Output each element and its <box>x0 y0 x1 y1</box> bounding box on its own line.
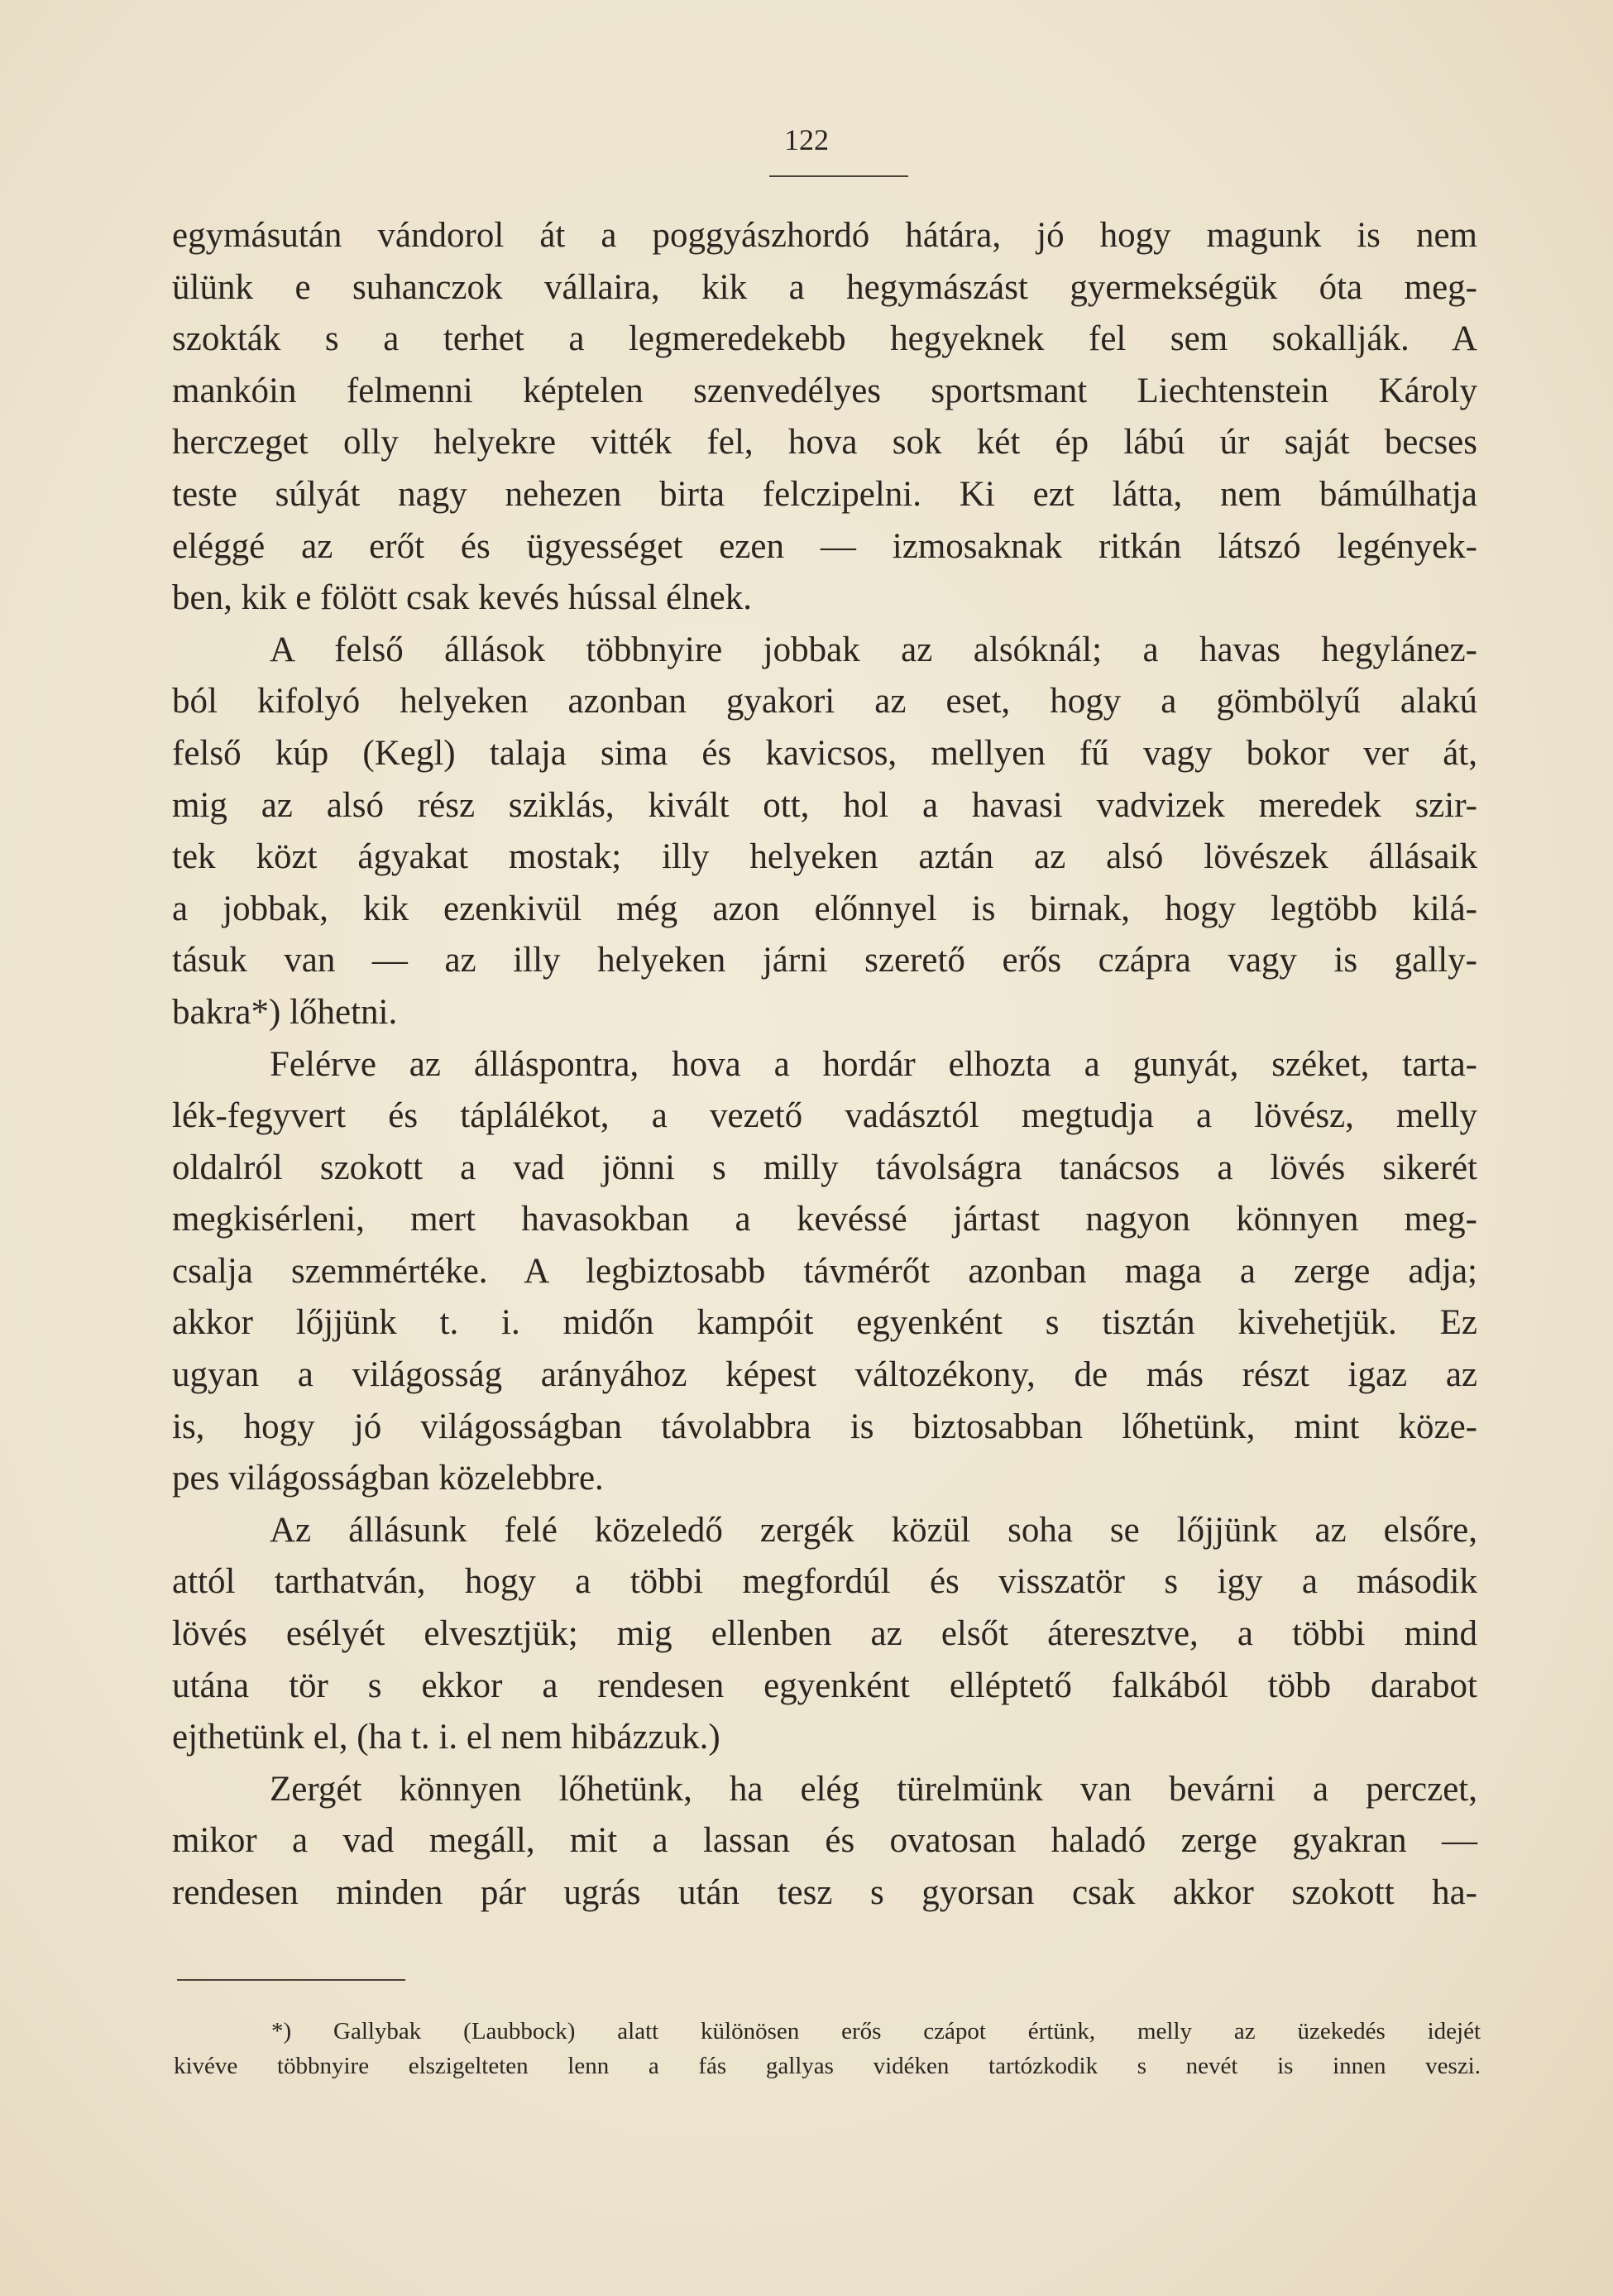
text-line: egymásután vándorol át a poggyászhordó hátára, jó hogy magunk is nem <box>172 216 1477 255</box>
footnotes <box>174 2014 1481 2083</box>
footnote-line: kivéve többnyire elszigelteten lenn a fás gallyas vidéken tartózkodik s nevét is innen veszi. <box>174 2053 1481 2079</box>
text-line: eléggé az erőt és ügyességet ezen — izmosaknak ritkán látszó legények- <box>172 526 1477 566</box>
text-line: utána tör s ekkor a rendesen egyenként elléptető falkából több darabot <box>172 1666 1477 1705</box>
text-line: szokták s a terhet a legmeredekebb hegyeknek fel sem sokallják. A <box>172 319 1477 359</box>
text-line: Az állásunk felé közeledő zergék közül soha se lőjjünk az elsőre, <box>270 1510 1477 1550</box>
text-line: ejthetünk el, (ha t. i. el nem hibázzuk.) <box>172 1718 720 1757</box>
text-line: a jobbak, kik ezenkivül még azon előnnyel is birnak, hogy legtöbb kilá- <box>172 889 1477 928</box>
footnote-line: *) Gallybak (Laubbock) alatt különösen erős czápot értünk, melly az üzekedés idejét <box>271 2018 1481 2044</box>
body-text <box>172 210 1477 1920</box>
footnote-rule <box>177 1979 405 1981</box>
text-line: ugyan a világosság arányához képest változékony, de más részt igaz az <box>172 1355 1477 1395</box>
text-line: Zergét könnyen lőhetünk, ha elég türelmünk van bevárni a perczet, <box>270 1769 1477 1809</box>
text-line: mankóin felmenni képtelen szenvedélyes sportsmant Liechtenstein Károly <box>172 371 1477 410</box>
text-line: ülünk e suhanczok vállaira, kik a hegymászást gyermekségük óta meg- <box>172 267 1477 307</box>
text-line: ból kifolyó helyeken azonban gyakori az eset, hogy a gömbölyű alakú <box>172 682 1477 721</box>
text-line: tásuk van — az illy helyeken járni szerető erős czápra vagy is gally- <box>172 941 1477 980</box>
text-line: tek közt ágyakat mostak; illy helyeken aztán az alsó lövészek állásaik <box>172 837 1477 877</box>
text-line: mikor a vad megáll, mit a lassan és ovatosan haladó zerge gyakran — <box>172 1821 1477 1861</box>
text-line: Felérve az álláspontra, hova a hordár elhozta a gunyát, széket, tarta- <box>270 1044 1477 1084</box>
text-line: mig az alsó rész sziklás, kivált ott, hol a havasi vadvizek meredek szir- <box>172 785 1477 825</box>
text-line: csalja szemmértéke. A legbiztosabb távmérőt azonban maga a zerge adja; <box>172 1251 1477 1291</box>
text-line: is, hogy jó világosságban távolabbra is biztosabban lőhetünk, mint köze- <box>172 1407 1477 1446</box>
header-rule <box>769 175 908 177</box>
text-line: teste súlyát nagy nehezen birta felczipelni. Ki ezt látta, nem bámúlhatja <box>172 474 1477 514</box>
text-line: megkisérleni, mert havasokban a kevéssé jártast nagyon könnyen meg- <box>172 1200 1477 1239</box>
text-line: felső kúp (Kegl) talaja sima és kavicsos, mellyen fű vagy bokor ver át, <box>172 733 1477 773</box>
text-line: lövés esélyét elvesztjük; mig ellenben az elsőt áteresztve, a többi mind <box>172 1614 1477 1654</box>
text-line: pes világosságban közelebbre. <box>172 1459 604 1498</box>
text-line: akkor lőjjünk t. i. midőn kampóit egyenként s tisztán kivehetjük. Ez <box>172 1303 1477 1343</box>
text-line: bakra*) lőhetni. <box>172 992 398 1032</box>
text-line: herczeget olly helyekre vitték fel, hova sok két ép lábú úr saját becses <box>172 423 1477 463</box>
text-line: attól tarthatván, hogy a többi megfordúl és visszatör s igy a második <box>172 1562 1477 1602</box>
text-line: ben, kik e fölött csak kevés hússal élnek. <box>172 578 752 618</box>
text-line: oldalról szokott a vad jönni s milly távolságra tanácsos a lövés sikerét <box>172 1148 1477 1187</box>
text-line: rendesen minden pár ugrás után tesz s gyorsan csak akkor szokott ha- <box>172 1873 1477 1912</box>
page-number: 122 <box>784 123 829 156</box>
text-line: A felső állások többnyire jobbak az alsóknál; a havas hegylánez- <box>270 630 1477 669</box>
text-line: lék-fegyvert és táplálékot, a vezető vadásztól megtudja a lövész, melly <box>172 1096 1477 1136</box>
